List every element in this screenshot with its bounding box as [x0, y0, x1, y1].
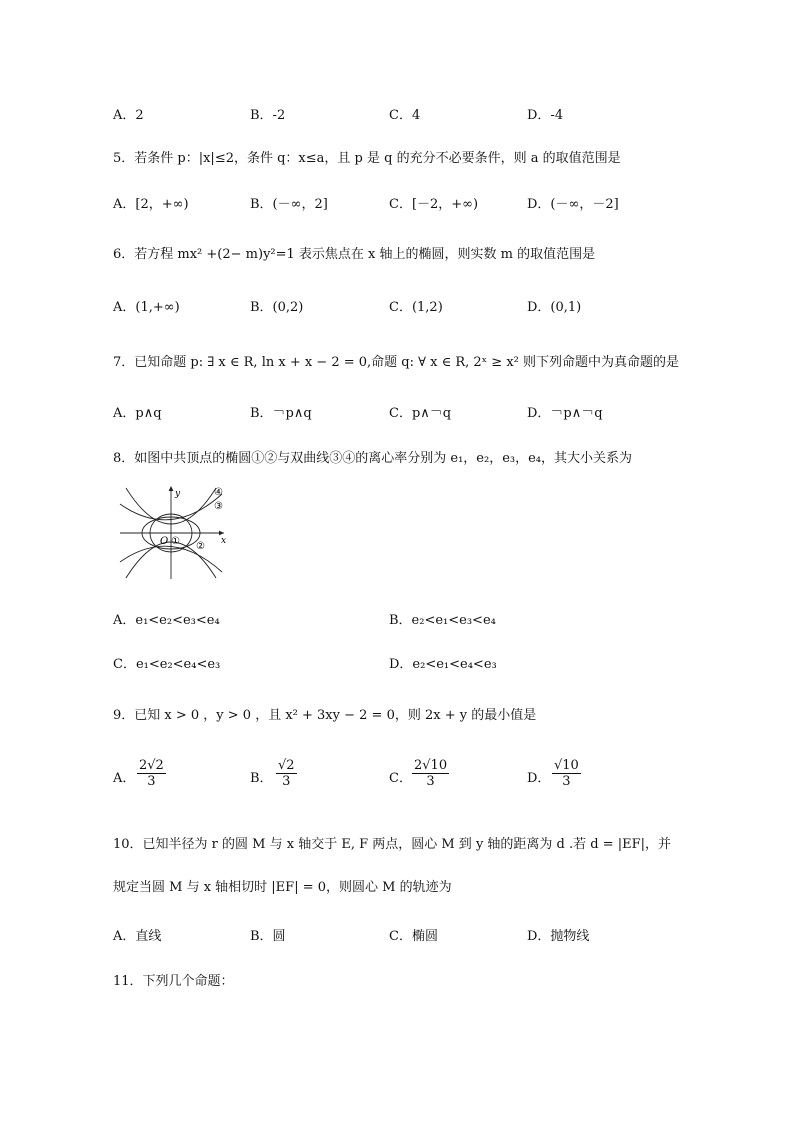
q8-option-d[interactable]: D．e₂<e₁<e₄<e₃: [389, 657, 497, 672]
q9-option-c-fraction: [412, 758, 449, 789]
q5-option-b[interactable]: B．(－∞，2]: [250, 197, 328, 212]
q9-option-b-fraction: [276, 758, 297, 789]
q6-option-a[interactable]: A．(1,+∞): [113, 300, 180, 315]
q8-stem: 8．如图中共顶点的椭圆①②与双曲线③④的离心率分别为 e₁，e₂，e₃，e₄，其大小关系为: [113, 451, 633, 466]
q9-option-b-numerator: √2: [278, 758, 295, 773]
q5-option-d[interactable]: D．(－∞，－2]: [527, 197, 619, 212]
q9-option-d-numerator: √10: [554, 758, 579, 773]
q6-option-b[interactable]: B．(0,2): [250, 300, 304, 315]
q7-stem: 7．已知命题 p: ∃ x ∈ R, ln x + x − 2 = 0,命题 q: ∀ x ∈ R, 2ˣ ≥ x² 则下列命题中为真命题的是: [113, 355, 679, 370]
q9-stem: 9．已知 x > 0 ，y > 0 ，且 x² + 3xy − 2 = 0，则 2x + y 的最小值是: [113, 708, 537, 723]
q9-option-a-denominator: 3: [147, 774, 156, 789]
q11-stem: 11．下列几个命题：: [113, 974, 234, 989]
q9-option-a-letter: A．: [113, 771, 136, 786]
x-axis-arrow-icon: [219, 531, 224, 536]
y-axis-label: y: [175, 489, 181, 499]
q9-option-a-numerator: 2√2: [139, 758, 164, 773]
q4-option-b[interactable]: B．-2: [250, 108, 286, 123]
q5-option-a[interactable]: A．[2，+∞): [113, 197, 189, 212]
q9-option-d-fraction: [552, 758, 581, 789]
q9-option-c-denominator: 3: [426, 774, 435, 789]
x-axis-label: x: [221, 536, 227, 546]
q10-option-a[interactable]: A．直线: [113, 929, 162, 944]
y-axis-arrow-icon: [169, 486, 174, 491]
q10-stem-line-2: 规定当圆 M 与 x 轴相切时 |EF| = 0，则圆心 M 的轨迹为: [113, 880, 452, 895]
origin-label: O: [160, 536, 169, 547]
q7-option-d[interactable]: D．￢p∧￢q: [527, 406, 603, 421]
ellipse-1-label: ①: [171, 536, 180, 547]
q5-stem: 5．若条件 p：|x|≤2，条件 q：x≤a，且 p 是 q 的充分不必要条件，则 a 的取值范围是: [113, 151, 621, 166]
q9-option-b-denominator: 3: [282, 774, 291, 789]
q10-option-b[interactable]: B．圆: [250, 929, 286, 944]
q7-option-c[interactable]: C．p∧￢q: [389, 406, 452, 421]
q8-option-c[interactable]: C．e₁<e₂<e₄<e₃: [113, 657, 221, 672]
q9-option-d-letter: D．: [527, 771, 551, 786]
q4-option-d[interactable]: D．-4: [527, 108, 564, 123]
q6-option-c[interactable]: C．(1,2): [389, 300, 443, 315]
q6-option-d[interactable]: D．(0,1): [527, 300, 582, 315]
q9-option-c-letter: C．: [389, 771, 412, 786]
q4-option-a[interactable]: A．2: [113, 108, 144, 123]
q7-option-b[interactable]: B．￢p∧q: [250, 406, 312, 421]
hyperbola-4-label: ④: [214, 487, 223, 498]
q9-option-d-denominator: 3: [562, 774, 571, 789]
q4-option-c[interactable]: C．4: [389, 108, 421, 123]
q10-option-c[interactable]: C．椭圆: [389, 929, 438, 944]
q6-stem: 6．若方程 mx² +(2− m)y²=1 表示焦点在 x 轴上的椭圆，则实数 m 的取值范围是: [113, 247, 596, 262]
q10-stem-line-1: 10．已知半径为 r 的圆 M 与 x 轴交于 E, F 两点，圆心 M 到 y 轴的距离为 d .若 d = |EF|，并: [113, 837, 672, 852]
q9-option-b-letter: B．: [250, 771, 273, 786]
q5-option-c[interactable]: C．[－2，+∞): [389, 197, 479, 212]
q8-option-b[interactable]: B．e₂<e₁<e₃<e₄: [389, 613, 496, 628]
q9-option-a-fraction: [137, 758, 166, 789]
hyperbola-3-label: ③: [214, 501, 223, 512]
q8-option-a[interactable]: A．e₁<e₂<e₃<e₄: [113, 613, 220, 628]
q9-option-c-numerator: 2√10: [414, 758, 448, 773]
q7-option-a[interactable]: A．p∧q: [113, 406, 162, 421]
q10-option-d[interactable]: D．抛物线: [527, 929, 590, 944]
ellipse-2-label: ②: [196, 541, 205, 552]
q8-conic-figure: [118, 482, 230, 580]
